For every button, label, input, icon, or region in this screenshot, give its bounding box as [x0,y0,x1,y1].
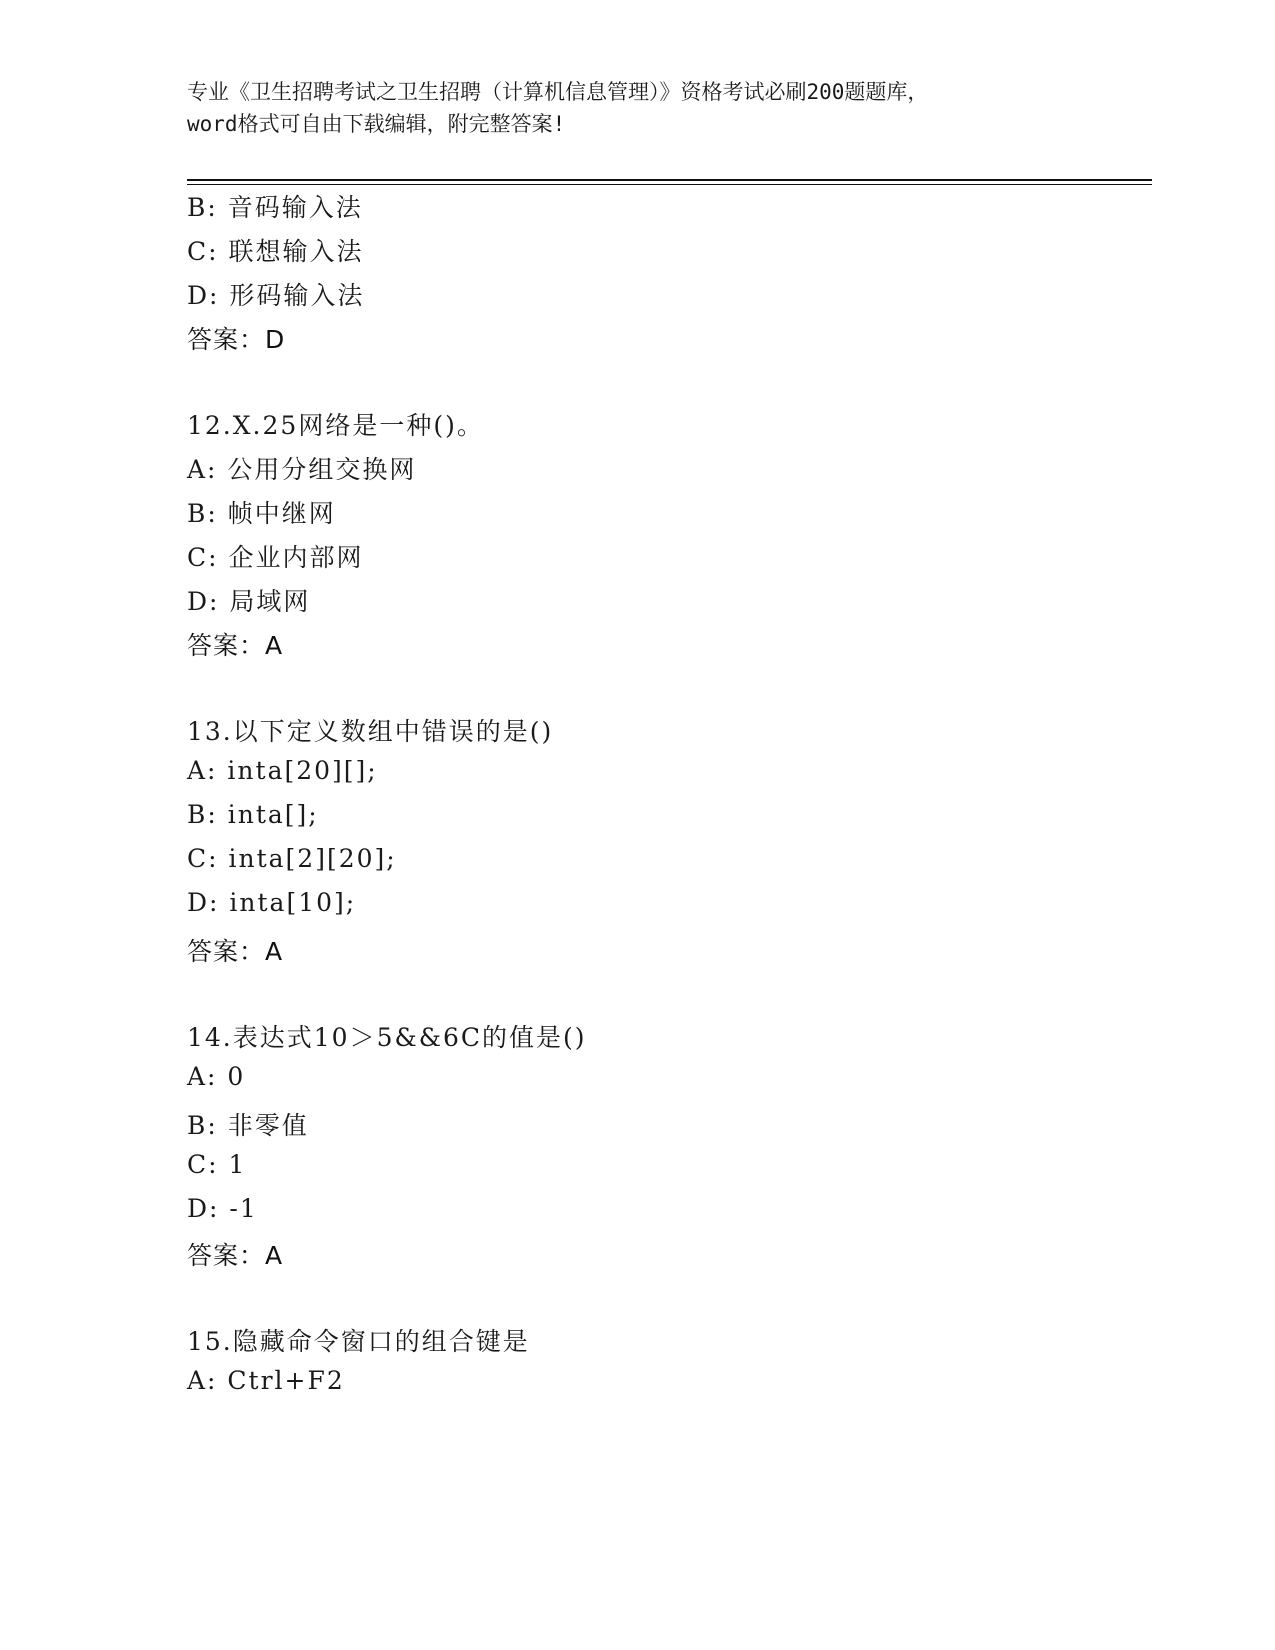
q13-answer: 答案：A [187,937,284,966]
q15-option-a: A: Ctrl+F2 [187,1366,345,1395]
q12-option-c: C: 企业内部网 [187,543,364,572]
q13-option-d: D: inta[10]; [187,888,357,917]
q15-question: 15.隐藏命令窗口的组合键是 [187,1327,530,1356]
q11-option-b: B: 音码输入法 [187,193,363,222]
q14-option-a: A: 0 [187,1062,246,1091]
q14-answer: 答案：A [187,1241,284,1270]
q12-option-d: D: 局域网 [187,587,311,616]
q11-option-c: C: 联想输入法 [187,237,364,266]
q14-option-c: C: 1 [187,1150,247,1179]
q12-answer: 答案：A [187,631,284,660]
q14-option-d: D: -1 [187,1194,258,1223]
q14-question: 14.表达式10＞5&&6C的值是() [187,1023,587,1052]
header-line-2: word格式可自由下载编辑，附完整答案! [187,112,566,136]
q12-option-a: A: 公用分组交换网 [187,455,417,484]
q11-answer: 答案：D [187,325,286,354]
q11-option-d: D: 形码输入法 [187,281,365,310]
document-header [187,76,1087,140]
header-divider-thick [187,179,1152,181]
q12-question: 12.X.25网络是一种()。 [187,411,484,440]
q13-option-b: B: inta[]; [187,800,319,829]
q12-option-b: B: 帧中继网 [187,499,336,528]
header-divider-thin [187,184,1152,185]
q13-question: 13.以下定义数组中错误的是() [187,717,554,746]
q13-option-a: A: inta[20][]; [187,756,378,785]
q14-option-b: B: 非零值 [187,1111,309,1140]
header-line-1: 专业《卫生招聘考试之卫生招聘（计算机信息管理）》资格考试必刷200题题库， [187,80,929,104]
q13-option-c: C: inta[2][20]; [187,844,397,873]
